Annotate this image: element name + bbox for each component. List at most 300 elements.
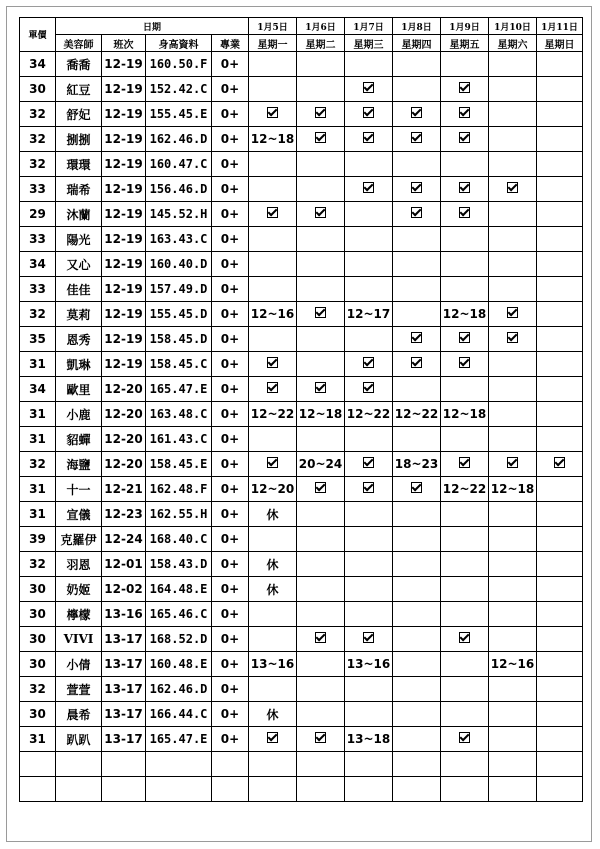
day-cell (345, 552, 393, 577)
shift-cell: 12-24 (102, 527, 146, 552)
price-cell: 31 (20, 427, 56, 452)
day-cell (393, 302, 441, 327)
day-cell (393, 377, 441, 402)
weekday-header: 星期二 (297, 35, 345, 52)
day-cell (393, 252, 441, 277)
stylist-name: 紅豆 (56, 77, 102, 102)
day-cell (297, 327, 345, 352)
stylist-name: VIVI (56, 627, 102, 652)
day-cell: 13~16 (249, 652, 297, 677)
day-cell (489, 127, 537, 152)
day-cell (393, 102, 441, 127)
day-cell (537, 52, 583, 77)
shift-cell: 12-19 (102, 52, 146, 77)
day-cell (297, 152, 345, 177)
day-cell (297, 477, 345, 502)
specialty-cell: 0+ (212, 527, 249, 552)
checkbox-checked-icon (459, 632, 470, 643)
stylist-name: 克羅伊 (56, 527, 102, 552)
table-row (20, 102, 583, 127)
price-cell: 29 (20, 202, 56, 227)
day-cell (537, 102, 583, 127)
checkbox-checked-icon (363, 132, 374, 143)
day-cell (393, 277, 441, 302)
price-cell: 34 (20, 52, 56, 77)
table-row (20, 727, 583, 752)
weekday-header-saturday: 星期六 (489, 35, 537, 52)
table-row (20, 52, 583, 77)
empty-cell (489, 777, 537, 802)
day-date-header: 1月5日 (249, 18, 297, 35)
day-cell (393, 127, 441, 152)
day-cell (489, 277, 537, 302)
day-cell (297, 652, 345, 677)
height-cell: 160.48.E (146, 652, 212, 677)
specialty-cell: 0+ (212, 502, 249, 527)
height-cell: 162.46.D (146, 127, 212, 152)
day-cell (537, 427, 583, 452)
day-cell (537, 502, 583, 527)
specialty-cell: 0+ (212, 152, 249, 177)
day-cell (441, 252, 489, 277)
day-cell (441, 202, 489, 227)
day-cell (537, 702, 583, 727)
day-cell (537, 402, 583, 427)
day-cell (249, 277, 297, 302)
day-cell (489, 252, 537, 277)
day-cell (489, 227, 537, 252)
day-cell (393, 77, 441, 102)
shift-cell: 12-02 (102, 577, 146, 602)
empty-cell (20, 752, 56, 777)
checkbox-checked-icon (411, 332, 422, 343)
day-cell (297, 502, 345, 527)
day-cell (345, 277, 393, 302)
table-row (20, 627, 583, 652)
day-cell (393, 477, 441, 502)
height-cell: 155.45.E (146, 102, 212, 127)
empty-cell (441, 777, 489, 802)
day-cell (537, 277, 583, 302)
day-cell (297, 77, 345, 102)
day-cell (297, 102, 345, 127)
stylist-name: 晨希 (56, 702, 102, 727)
day-cell (537, 377, 583, 402)
empty-cell (212, 752, 249, 777)
day-cell (537, 127, 583, 152)
day-cell (249, 227, 297, 252)
checkbox-checked-icon (554, 457, 565, 468)
day-cell (489, 502, 537, 527)
day-cell (393, 577, 441, 602)
checkbox-checked-icon (267, 382, 278, 393)
price-cell: 32 (20, 127, 56, 152)
day-cell: 13~16 (345, 652, 393, 677)
stylist-name: 捌捌 (56, 127, 102, 152)
checkbox-checked-icon (267, 457, 278, 468)
day-cell (345, 527, 393, 552)
stylist-name: 小鹿 (56, 402, 102, 427)
specialty-cell: 0+ (212, 252, 249, 277)
checkbox-checked-icon (411, 132, 422, 143)
height-cell: 156.46.D (146, 177, 212, 202)
day-cell (345, 152, 393, 177)
height-cell: 160.47.C (146, 152, 212, 177)
day-cell (297, 677, 345, 702)
checkbox-checked-icon (315, 132, 326, 143)
height-cell: 165.46.C (146, 602, 212, 627)
height-cell: 158.45.D (146, 327, 212, 352)
shift-cell: 12-20 (102, 402, 146, 427)
checkbox-checked-icon (459, 207, 470, 218)
day-cell: 12~22 (393, 402, 441, 427)
checkbox-checked-icon (315, 632, 326, 643)
table-row (20, 452, 583, 477)
price-cell: 30 (20, 602, 56, 627)
specialty-cell: 0+ (212, 102, 249, 127)
day-cell: 20~24 (297, 452, 345, 477)
day-cell (489, 527, 537, 552)
day-cell (393, 627, 441, 652)
day-cell (441, 427, 489, 452)
price-cell: 32 (20, 152, 56, 177)
shift-cell: 12-19 (102, 152, 146, 177)
empty-cell (56, 752, 102, 777)
checkbox-checked-icon (315, 732, 326, 743)
empty-cell (146, 777, 212, 802)
shift-cell: 13-17 (102, 627, 146, 652)
day-cell (297, 252, 345, 277)
day-cell (297, 277, 345, 302)
day-cell (249, 252, 297, 277)
checkbox-checked-icon (411, 207, 422, 218)
day-cell (489, 352, 537, 377)
day-cell (345, 127, 393, 152)
specialty-cell: 0+ (212, 652, 249, 677)
empty-row (20, 752, 583, 777)
day-cell (489, 302, 537, 327)
specialty-cell: 0+ (212, 377, 249, 402)
height-cell: 160.50.F (146, 52, 212, 77)
shift-cell: 13-17 (102, 652, 146, 677)
day-cell (441, 727, 489, 752)
price-cell: 31 (20, 477, 56, 502)
price-cell: 32 (20, 102, 56, 127)
checkbox-checked-icon (315, 207, 326, 218)
specialty-cell: 0+ (212, 427, 249, 452)
specialty-cell: 0+ (212, 227, 249, 252)
day-date-header: 1月6日 (297, 18, 345, 35)
stylist-name: 莫莉 (56, 302, 102, 327)
day-cell (393, 227, 441, 252)
day-cell (393, 427, 441, 452)
table-row (20, 77, 583, 102)
day-cell (441, 652, 489, 677)
day-cell: 12~18 (297, 402, 345, 427)
price-cell: 34 (20, 377, 56, 402)
checkbox-checked-icon (507, 307, 518, 318)
table-row (20, 377, 583, 402)
height-cell: 163.48.C (146, 402, 212, 427)
specialty-cell: 0+ (212, 177, 249, 202)
day-cell (345, 627, 393, 652)
table-row (20, 402, 583, 427)
day-cell (441, 77, 489, 102)
price-cell: 31 (20, 352, 56, 377)
checkbox-checked-icon (315, 107, 326, 118)
checkbox-checked-icon (459, 132, 470, 143)
specialty-cell: 0+ (212, 352, 249, 377)
stylist-name: 羽恩 (56, 552, 102, 577)
day-cell: 休 (249, 502, 297, 527)
empty-cell (297, 777, 345, 802)
day-cell (393, 202, 441, 227)
day-cell (537, 227, 583, 252)
stylist-name: 萱萱 (56, 677, 102, 702)
day-cell (297, 177, 345, 202)
checkbox-checked-icon (507, 182, 518, 193)
table-row (20, 477, 583, 502)
weekday-header: 星期一 (249, 35, 297, 52)
checkbox-checked-icon (363, 357, 374, 368)
day-cell (249, 52, 297, 77)
stylist-name: 喬喬 (56, 52, 102, 77)
price-cell: 32 (20, 677, 56, 702)
day-cell (489, 52, 537, 77)
day-cell (249, 427, 297, 452)
shift-cell: 12-21 (102, 477, 146, 502)
empty-cell (297, 752, 345, 777)
empty-cell (146, 752, 212, 777)
price-cell: 39 (20, 527, 56, 552)
day-cell (297, 552, 345, 577)
shift-cell: 12-19 (102, 277, 146, 302)
day-cell (489, 102, 537, 127)
shift-cell: 12-20 (102, 427, 146, 452)
day-cell (489, 702, 537, 727)
day-cell (393, 727, 441, 752)
day-cell (489, 627, 537, 652)
specialty-cell: 0+ (212, 302, 249, 327)
height-cell: 162.48.F (146, 477, 212, 502)
height-cell: 145.52.H (146, 202, 212, 227)
height-cell: 166.44.C (146, 702, 212, 727)
day-cell: 12~16 (489, 652, 537, 677)
stylist-name: 環環 (56, 152, 102, 177)
specialty-cell: 0+ (212, 127, 249, 152)
day-cell (345, 577, 393, 602)
table-row (20, 602, 583, 627)
day-cell (297, 127, 345, 152)
day-cell (249, 352, 297, 377)
height-cell: 152.42.C (146, 77, 212, 102)
height-cell: 160.40.D (146, 252, 212, 277)
day-cell (441, 152, 489, 177)
day-cell (393, 527, 441, 552)
day-cell (441, 677, 489, 702)
table-row (20, 702, 583, 727)
price-cell: 30 (20, 652, 56, 677)
shift-cell: 13-17 (102, 702, 146, 727)
day-cell (441, 227, 489, 252)
checkbox-checked-icon (267, 107, 278, 118)
checkbox-checked-icon (363, 107, 374, 118)
day-cell (537, 77, 583, 102)
checkbox-checked-icon (363, 182, 374, 193)
day-cell (441, 602, 489, 627)
stylist-name: 瑞希 (56, 177, 102, 202)
day-cell: 12~18 (441, 402, 489, 427)
height-cell: 158.43.D (146, 552, 212, 577)
day-cell (441, 377, 489, 402)
day-date-header: 1月10日 (489, 18, 537, 35)
shift-cell: 12-19 (102, 77, 146, 102)
specialty-cell: 0+ (212, 327, 249, 352)
day-cell (537, 452, 583, 477)
day-cell (489, 727, 537, 752)
empty-cell (441, 752, 489, 777)
empty-cell (102, 752, 146, 777)
height-cell: 157.49.D (146, 277, 212, 302)
stylist-name: 小倩 (56, 652, 102, 677)
day-cell (345, 377, 393, 402)
checkbox-checked-icon (459, 457, 470, 468)
shift-cell: 12-01 (102, 552, 146, 577)
price-cell: 30 (20, 702, 56, 727)
day-cell (441, 627, 489, 652)
table-row (20, 227, 583, 252)
day-cell (393, 502, 441, 527)
day-cell (489, 427, 537, 452)
price-cell: 35 (20, 327, 56, 352)
weekday-header-sunday: 星期日 (537, 35, 583, 52)
table-row (20, 152, 583, 177)
day-cell (489, 552, 537, 577)
table-row (20, 177, 583, 202)
height-header: 身高資料 (146, 35, 212, 52)
day-cell (393, 177, 441, 202)
day-cell (297, 427, 345, 452)
day-cell (441, 527, 489, 552)
day-cell (249, 102, 297, 127)
height-cell: 168.40.C (146, 527, 212, 552)
day-date-header: 1月8日 (393, 18, 441, 35)
day-cell (441, 552, 489, 577)
day-cell (297, 202, 345, 227)
day-cell (249, 177, 297, 202)
checkbox-checked-icon (363, 482, 374, 493)
day-cell: 12~18 (249, 127, 297, 152)
empty-cell (537, 752, 583, 777)
day-cell (345, 477, 393, 502)
price-cell: 33 (20, 277, 56, 302)
price-cell: 33 (20, 227, 56, 252)
height-cell: 162.46.D (146, 677, 212, 702)
day-cell (441, 452, 489, 477)
price-cell: 30 (20, 577, 56, 602)
empty-cell (249, 777, 297, 802)
day-cell (393, 152, 441, 177)
weekday-header: 星期四 (393, 35, 441, 52)
day-cell (489, 377, 537, 402)
weekday-header: 星期五 (441, 35, 489, 52)
day-cell (489, 577, 537, 602)
stylist-name: 奶姬 (56, 577, 102, 602)
day-cell (345, 427, 393, 452)
day-cell (249, 77, 297, 102)
day-cell (489, 177, 537, 202)
table-row (20, 277, 583, 302)
day-cell (345, 52, 393, 77)
day-cell: 12~16 (249, 302, 297, 327)
day-cell: 12~17 (345, 302, 393, 327)
day-cell (441, 702, 489, 727)
price-cell: 32 (20, 452, 56, 477)
checkbox-checked-icon (363, 632, 374, 643)
day-cell (297, 702, 345, 727)
day-cell (393, 702, 441, 727)
height-cell: 163.43.C (146, 227, 212, 252)
day-cell: 12~22 (345, 402, 393, 427)
height-cell: 168.52.D (146, 627, 212, 652)
specialty-cell: 0+ (212, 277, 249, 302)
day-cell: 12~18 (489, 477, 537, 502)
day-cell (537, 727, 583, 752)
day-cell (297, 627, 345, 652)
day-cell (297, 727, 345, 752)
height-cell: 161.43.C (146, 427, 212, 452)
day-cell (297, 352, 345, 377)
day-cell (249, 377, 297, 402)
day-cell (297, 52, 345, 77)
day-cell (345, 202, 393, 227)
checkbox-checked-icon (507, 457, 518, 468)
checkbox-checked-icon (315, 307, 326, 318)
day-cell (345, 77, 393, 102)
shift-cell: 12-19 (102, 127, 146, 152)
day-cell: 休 (249, 552, 297, 577)
empty-cell (489, 752, 537, 777)
day-cell (537, 202, 583, 227)
day-cell (441, 327, 489, 352)
day-cell (537, 477, 583, 502)
day-cell (345, 177, 393, 202)
height-cell: 165.47.E (146, 727, 212, 752)
day-cell (489, 452, 537, 477)
day-cell (297, 527, 345, 552)
checkbox-checked-icon (267, 732, 278, 743)
day-cell (489, 202, 537, 227)
day-cell (345, 227, 393, 252)
day-cell (441, 577, 489, 602)
day-cell (249, 677, 297, 702)
shift-cell: 13-16 (102, 602, 146, 627)
table-row (20, 527, 583, 552)
day-cell (441, 127, 489, 152)
day-cell (537, 652, 583, 677)
stylist-name: 沐蘭 (56, 202, 102, 227)
table-row (20, 552, 583, 577)
price-cell: 32 (20, 302, 56, 327)
specialty-cell: 0+ (212, 452, 249, 477)
day-cell (249, 327, 297, 352)
day-cell: 13~18 (345, 727, 393, 752)
specialty-cell: 0+ (212, 602, 249, 627)
shift-cell: 12-19 (102, 177, 146, 202)
specialty-header: 專業 (212, 35, 249, 52)
specialty-cell: 0+ (212, 202, 249, 227)
price-cell: 31 (20, 727, 56, 752)
